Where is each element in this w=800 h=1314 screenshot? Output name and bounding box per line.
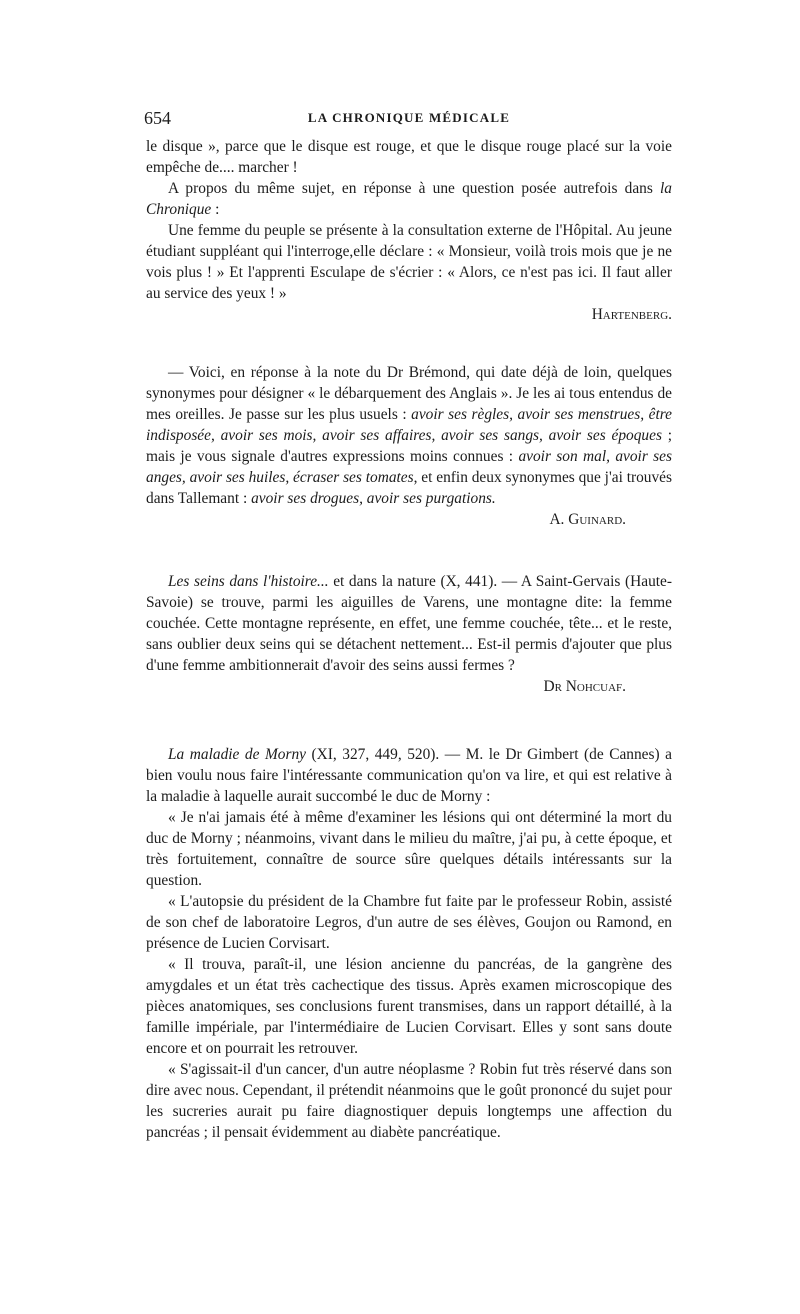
text-run: , et enfin deux synonymes que j'ai trouvés dans Tallemant :: [146, 469, 672, 507]
paragraph: « Il trouva, paraît-il, une lésion ancienne du pancréas, de la gangrène des amygdales et un état très cachectique des tissus. Après examen microscopique des pièces anatomiques, ses conclusions furent transmises, dans un rapport détaillé, à la famille impériale, par l'intermédiaire de Lucien Corvisart. Elles y sont sans doute encore et on pourrait les retrouver.: [146, 956, 672, 1057]
signature: Dr Nohcuaf.: [543, 678, 626, 695]
section-title: La maladie de Morny: [168, 746, 306, 763]
page-body: [146, 136, 672, 1143]
text-run-italic: avoir son mal, avoir ses anges, avoir ses huiles, écraser ses tomates: [146, 448, 672, 486]
paragraph: « L'autopsie du président de la Chambre fut faite par le professeur Robin, assisté de son chef de laboratoire Legros, d'un autre de ses élèves, Goujon ou Ramond, en présence de Lucien Corvisart.: [146, 893, 672, 952]
section-gap: [146, 325, 672, 362]
page-header: [146, 108, 672, 130]
text-run-italic: la Chronique: [146, 180, 672, 218]
section-gap: [146, 697, 672, 744]
paragraph: « Je n'ai jamais été à même d'examiner les lésions qui ont déterminé la mort du duc de Morny ; néanmoins, vivant dans le milieu du maître, j'ai pu, à cette époque, et très fortuitement, connaître de source sûre quelques détails intéressants sur la question.: [146, 809, 672, 889]
paragraph: [146, 744, 672, 807]
text-run: :: [211, 201, 220, 218]
text-run: — Voici, en réponse à la note du Dr Brémond, qui date déjà de loin, quelques synonymes pour désigner « le débarquement des Anglais ». Je les ai tous entendus de mes oreilles. Je passe sur les plus usuels :: [146, 364, 672, 423]
paragraph: le disque », parce que le disque est rouge, et que le disque rouge placé sur la voie empêche de.... marcher !: [146, 138, 672, 176]
paragraph: [146, 571, 672, 676]
section-gap: [146, 530, 672, 571]
paragraph: [146, 178, 672, 220]
running-title: LA CHRONIQUE MÉDICALE: [307, 110, 511, 125]
text-run: et dans la nature (X, 441). — A Saint-Gervais (Haute-Savoie) se trouve, parmi les aiguilles de Varens, une montagne dite: la femme couchée. Cette montagne représente, en effet, une femme couchée, tête... et le reste, sans oublier deux seins qui se détachent nettement... Est-il permis d'ajouter que plus d'une femme ambitionnerait d'avoir des seins aussi fermes ?: [146, 573, 672, 674]
text-run: A propos du même sujet, en réponse à une question posée autrefois dans: [168, 180, 661, 197]
paragraph: [146, 362, 672, 509]
paragraph: Une femme du peuple se présente à la consultation externe de l'Hôpital. Au jeune étudiant suppléant qui l'interroge,elle déclare : « Monsieur, voilà trois mois que je ne vois plus ! » Et l'apprenti Esculape de s'écrier : « Alors, ce n'est pas ici. Il faut aller au service des yeux ! »: [146, 222, 672, 302]
paragraph: « S'agissait-il d'un cancer, d'un autre néoplasme ? Robin fut très réservé dans son dire avec nous. Cependant, il prétendit néanmoins que le goût prononcé du sujet pour les sucreries aurait pu faire diagnostiquer depuis longtemps une affection du pancréas ; il pensait évidemment au diabète pancréatique.: [146, 1061, 672, 1141]
text-run-italic: avoir ses règles, avoir ses menstrues, être indisposée, avoir ses mois, avoir ses affaires, avoir ses sangs, avoir ses époques: [146, 406, 672, 444]
text-run: (XI, 327, 449, 520). — M. le Dr Gimbert (de Cannes) a bien voulu nous faire l'intéressante communication qu'on va lire, et qui est relative à la maladie à laquelle aurait succombé le duc de Morny :: [146, 746, 672, 805]
section-title: Les seins dans l'histoire...: [168, 573, 329, 590]
page-number: 654: [144, 108, 171, 128]
text-run: ; mais je vous signale d'autres expressions moins connues :: [146, 427, 672, 465]
text-run-italic: avoir ses drogues, avoir ses purgations.: [251, 490, 496, 507]
signature: A. Guinard.: [549, 511, 626, 528]
signature: Hartenberg.: [591, 306, 672, 323]
